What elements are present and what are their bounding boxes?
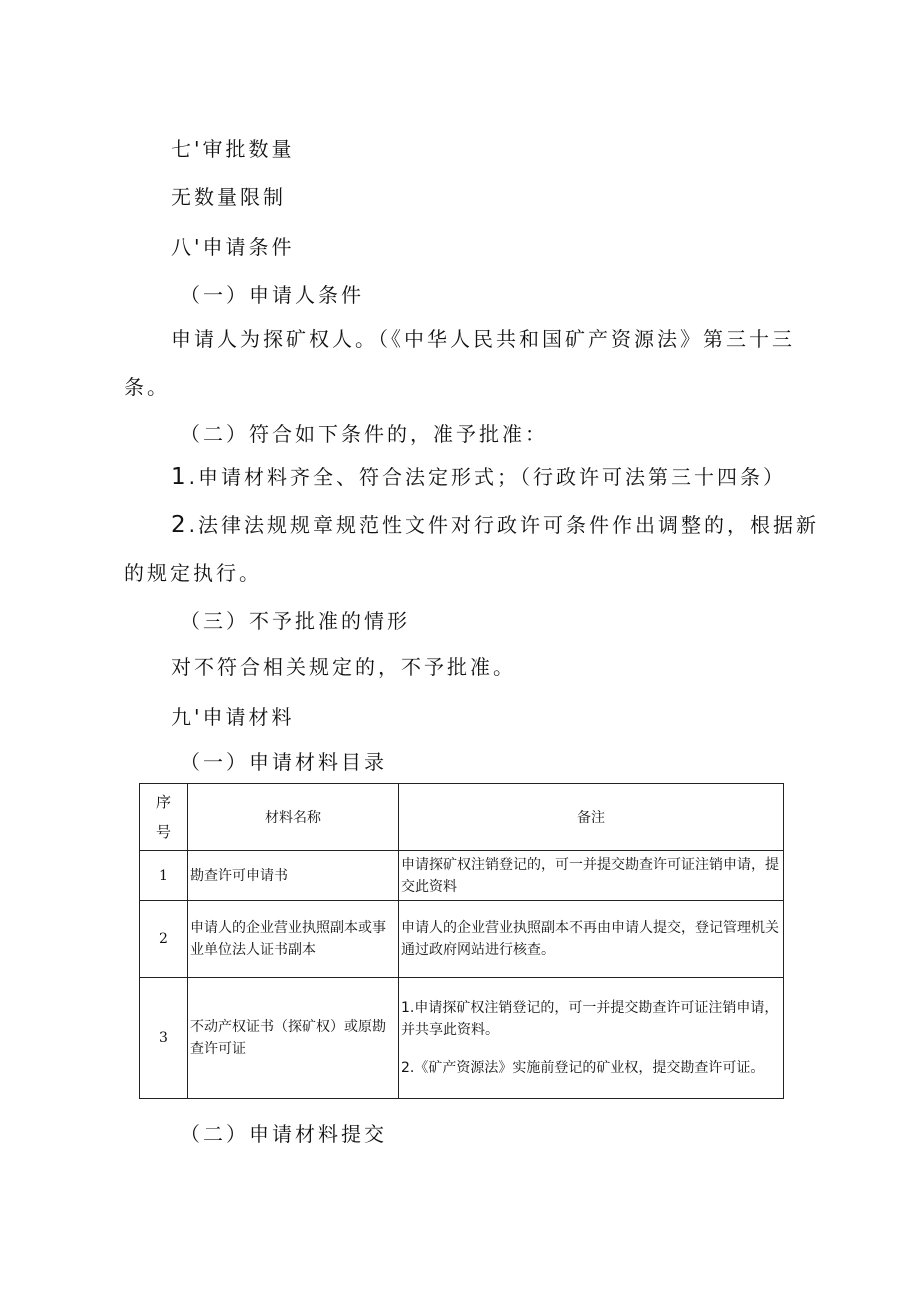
row-1-note: 申请探矿权注销登记的，可一并提交勘查许可证注销申请，提交此资料 [401, 856, 779, 895]
condition-item-2-line-1 [171, 513, 819, 537]
condition-item-2-number: 2 [171, 512, 189, 538]
condition-item-2-text: .法律法规规章规范性文件对行政许可条件作出调整的，根据新 [188, 513, 819, 537]
row-2-note: 申请人的企业营业执照副本不再由申请人提交，登记管理机关通过政府网站进行核查。 [401, 920, 779, 958]
table-row [140, 978, 784, 1099]
section-8-paragraph-3: 对不符合相关规定的，不予批准。 [171, 655, 516, 679]
header-no-line-1: 序 [155, 793, 171, 811]
section-8-paragraph-1-line-1: 申请人为探矿权人。（《中华人民共和国矿产资源法》第三十三 [171, 327, 795, 351]
header-no [140, 784, 188, 851]
table-row [140, 851, 784, 901]
section-7-title: 七'审批数量 [171, 137, 295, 161]
row-3-no: 3 [140, 978, 188, 1099]
row-3-note-1: 1.申请探矿权注销登记的，可一并提交勘查许可证注销申请，并共享此资料。 [401, 1000, 779, 1038]
header-name: 材料名称 [188, 784, 399, 851]
row-1-name: 勘查许可申请书 [190, 867, 288, 884]
section-7-body: 无数量限制 [171, 185, 286, 209]
condition-item-2-line-2: 的规定执行。 [124, 561, 262, 585]
materials-table [139, 783, 784, 1099]
section-9-subheading-2: （二）申请材料提交 [180, 1122, 387, 1146]
row-1-no: 1 [140, 851, 188, 901]
section-8-paragraph-1-line-2: 条。 [124, 375, 170, 399]
condition-item-1-text: .申请材料齐全、符合法定形式；（行政许可法第三十四条） [188, 465, 786, 489]
header-no-line-2: 号 [155, 823, 171, 841]
row-3-note-2: 2.《矿产资源法》实施前登记的矿业权，提交勘查许可证。 [401, 1060, 765, 1076]
header-note: 备注 [399, 784, 784, 851]
condition-item-1 [171, 465, 786, 489]
section-8-title: 八'申请条件 [171, 235, 295, 259]
table-row [140, 901, 784, 978]
section-8-subheading-3: （三）不予批准的情形 [180, 609, 410, 633]
row-2-name: 申请人的企业营业执照副本或事业单位法人证书副本 [190, 920, 386, 958]
section-9-title: 九'申请材料 [171, 705, 295, 729]
section-8-subheading-2: （二）符合如下条件的，准予批准： [180, 422, 548, 446]
table-header-row [140, 784, 784, 851]
row-3-name: 不动产权证书（探矿权）或原勘查许可证 [190, 1019, 386, 1057]
condition-item-1-number: 1 [171, 464, 189, 490]
section-8-subheading-1: （一）申请人条件 [180, 283, 364, 307]
section-9-subheading-1: （一）申请材料目录 [180, 750, 387, 774]
row-2-no: 2 [140, 901, 188, 978]
